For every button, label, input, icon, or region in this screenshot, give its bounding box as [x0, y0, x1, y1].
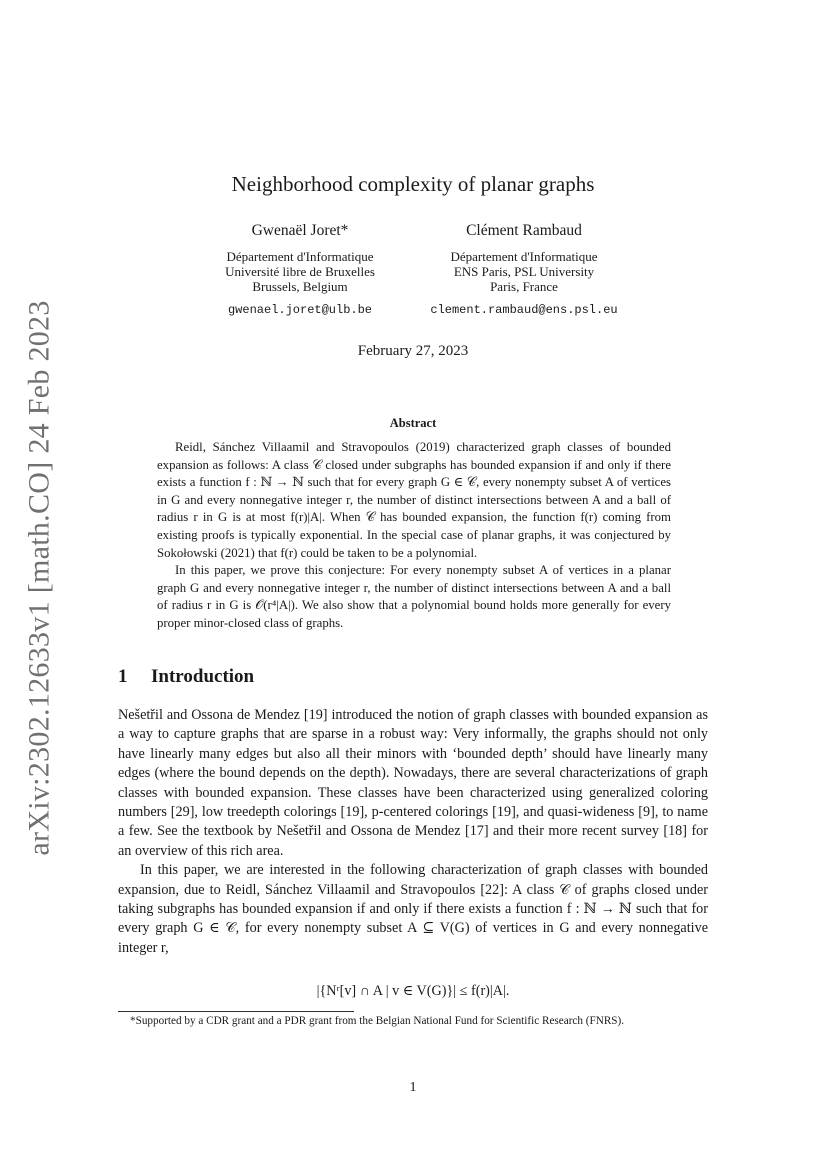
- section-number: 1: [118, 666, 128, 687]
- body-paragraph: In this paper, we are interested in the following characterization of graph classes with bounded expansion, due to Reidl, Sánchez Villaamil and Stravopoulos [22]: A class 𝒞 of graphs closed under taking subgraphs has bounded expansion if and only if there exists a function f : ℕ → ℕ such that for every graph G ∈ 𝒞, for every nonempty subset A ⊆ V(G) of vertices in G and every nonnegative integer r,: [118, 862, 708, 956]
- body-text: [118, 706, 708, 958]
- author-affiliation-line: Paris, France: [490, 279, 558, 294]
- author-affiliation-line: Département d'Informatique: [226, 249, 374, 264]
- author-affiliation-line: Département d'Informatique: [450, 249, 598, 264]
- arxiv-id-text: arXiv:2302.12633v1 [math.CO] 24 Feb 2023: [23, 300, 56, 856]
- paper-date: February 27, 2023: [357, 343, 469, 359]
- author-name: Gwenaël Joret*: [251, 222, 349, 239]
- arxiv-side-identifier: [10, 300, 70, 856]
- author-email: gwenael.joret@ulb.be: [227, 303, 373, 317]
- abstract-body: [157, 439, 671, 633]
- footnote-text: *Supported by a CDR grant and a PDR grant from the Belgian National Fund for Scientific Research (FNRS).: [130, 1015, 625, 1027]
- author-email: clement.rambaud@ens.psl.eu: [430, 303, 618, 317]
- page-number: 1: [409, 1080, 417, 1095]
- author-block-2: [404, 222, 644, 317]
- abstract-heading: Abstract: [389, 416, 437, 430]
- abstract-paragraph: Reidl, Sánchez Villaamil and Stravopoulos (2019) characterized graph classes of bounded expansion as follows: A class 𝒞 closed under subgraphs has bounded expansion if and only if there exists a function f : ℕ → ℕ such that for every graph G ∈ 𝒞, every nonempty subset A of vertices in G and every nonnegative integer r, the number of distinct intersections between A and a ball of radius r in G is at most f(r)|A|. When 𝒞 has bounded expansion, the function f(r) coming from existing proofs is typically exponential. In the special case of planar graphs, it was conjectured by Sokołowski (2021) that f(r) could be taken to be a polynomial.: [157, 440, 671, 560]
- author-affiliation-line: Université libre de Bruxelles: [225, 264, 375, 279]
- author-affiliation-line: ENS Paris, PSL University: [453, 264, 595, 279]
- body-paragraph: Nešetřil and Ossona de Mendez [19] introduced the notion of graph classes with bounded expansion as a way to capture graphs that are sparse in a robust way: Very informally, the graphs should not only have linearly many edges but also all their minors with ‘bounded depth’ should have linearly many edges (where the bound depends on the depth). Nowadays, there are several characterizations of graph classes with bounded expansion. These classes have been characterized using generalized coloring numbers [29], low treedepth colorings [19], p-centered colorings [19], and quasi-wideness [9], to name a few. See the textbook by Nešetřil and Ossona de Mendez [17] and their more recent survey [18] for an overview of this rich area.: [118, 707, 708, 859]
- author-affiliation-line: Brussels, Belgium: [252, 279, 348, 294]
- abstract-paragraph: In this paper, we prove this conjecture: For every nonempty subset A of vertices in a planar graph G and every nonnegative integer r, the number of distinct intersections between A and a ball of radius r in G is 𝒪(r⁴|A|). We also show that a polynomial bound holds more generally for every proper minor-closed class of graphs.: [157, 563, 671, 630]
- paper-title: Neighborhood complexity of planar graphs: [231, 172, 595, 196]
- author-name: Clément Rambaud: [466, 222, 582, 239]
- footnote: [118, 1014, 708, 1029]
- section-heading: [118, 666, 254, 688]
- display-equation: |{Nʳ[v] ∩ A | v ∈ V(G)}| ≤ f(r)|A|.: [316, 983, 510, 999]
- author-block-1: [180, 222, 420, 317]
- footnote-rule: [118, 1011, 354, 1012]
- section-title: Introduction: [151, 666, 255, 687]
